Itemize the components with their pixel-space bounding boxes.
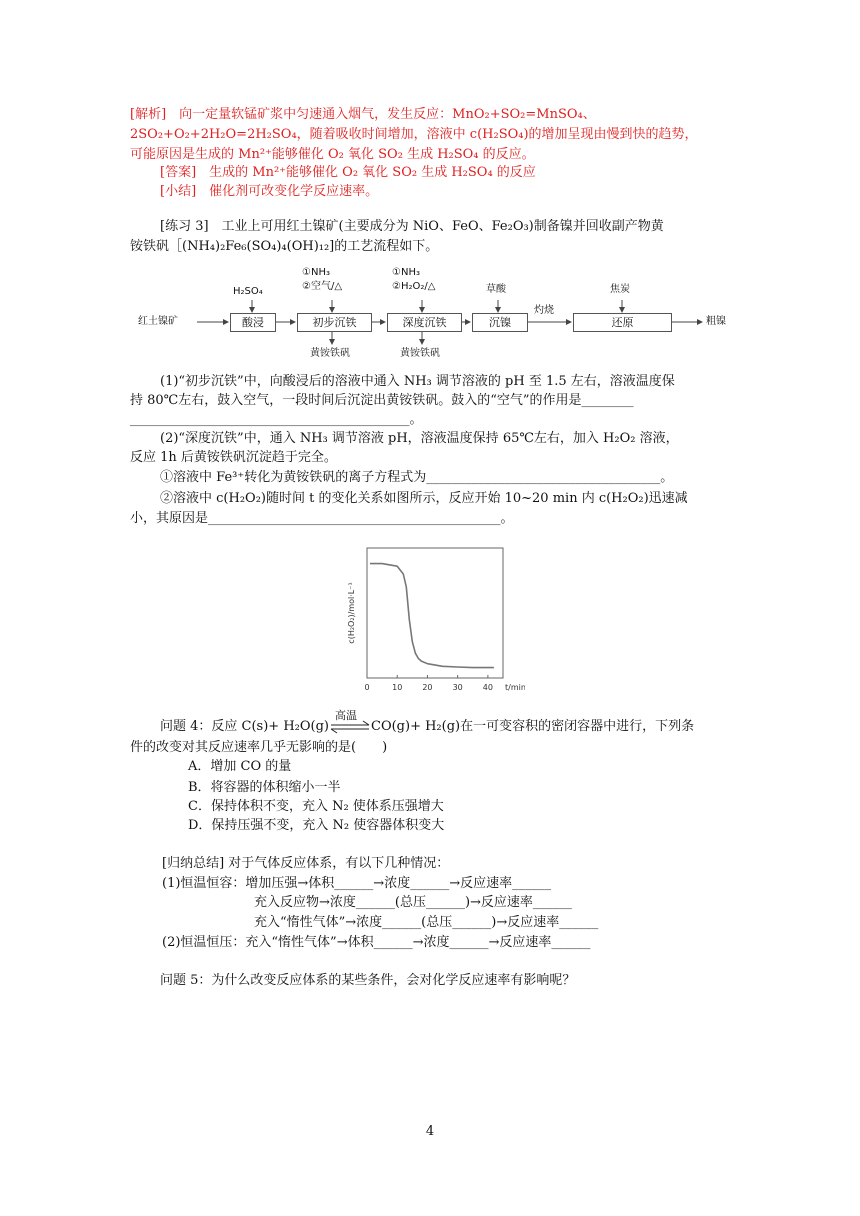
x-tick-label: 0 [364, 683, 370, 692]
analysis-line-3: 可能原因是生成的 Mn²⁺能够催化 O₂ 氧化 SO₂ 生成 H₂SO₄ 的反应。 [130, 147, 535, 162]
flow-box-acid-leach: 酸浸 [230, 313, 276, 332]
q1-line-2: 持 80℃左右，鼓入空气，一段时间后沉淀出黄铵铁矾。鼓入的“空气”的作用是________ [130, 393, 634, 408]
summary-line-4: (2)恒温恒压：充入“惰性气体”→体积______→浓度______→反应速率______ [162, 935, 591, 950]
q4-line-2: 件的改变对其反应速率几乎无影响的是( ) [130, 740, 388, 755]
answer-line: [答案] 生成的 Mn²⁺能够催化 O₂ 氧化 SO₂ 生成 H₂SO₄ 的反应 [160, 165, 536, 180]
exercise3-line-1: [练习 3] 工业上可用红土镍矿(主要成分为 NiO、FeO、Fe₂O₃)制备镍并回收副产物黄 [160, 219, 664, 234]
reagent-coke: 焦炭 [610, 284, 630, 295]
reagent-air: ②空气/△ [302, 281, 343, 292]
q2-sub1: ①溶液中 Fe³⁺转化为黄铵铁矾的离子方程式为____________________________________。 [160, 470, 674, 485]
q1-line-1: (1)“初步沉铁”中，向酸浸后的溶液中通入 NH₃ 调节溶液的 pH 至 1.5 左右，溶液温度保 [160, 374, 675, 389]
summary-line: [小结] 催化剂可改变化学反应速率。 [160, 184, 379, 199]
exercise3-line-2: 铵铁矾［(NH₄)₂Fe₆(SO₄)₄(OH)₁₂]的工艺流程如下。 [130, 239, 439, 254]
plot-frame [367, 548, 503, 678]
reagent-h2o2: ②H₂O₂/△ [392, 281, 436, 292]
equilibrium-arrows-icon [329, 718, 371, 736]
q4-products: CO(g)+ H₂(g)在一可变容积的密闭容器中进行，下列条 [371, 719, 695, 734]
analysis-line-1: [解析] 向一定量软锰矿浆中匀速通入烟气，发生反应：MnO₂+SO₂=MnSO₄、 [130, 107, 596, 122]
flow-box-deep-iron: 深度沉铁 [387, 313, 462, 332]
q4-option-b: B．将容器的体积缩小一半 [188, 780, 341, 795]
analysis-line-2: 2SO₂+O₂+2H₂O=2H₂SO₄，随着吸收时间增加，溶液中 c(H₂SO₄)的增加呈现由慢到快的趋势， [130, 127, 698, 142]
summary-line-2: 充入反应物→浓度______(总压______)→反应速率______ [254, 895, 572, 910]
x-tick-label: 30 [452, 683, 463, 692]
q2-sub2-line-2: 小，其原因是_____________________________________________。 [130, 511, 514, 526]
byproduct-label-1: 黄铵铁矾 [310, 348, 350, 359]
flow-start-label: 红土镍矿 [138, 316, 178, 327]
reagent-h2so4: H₂SO₄ [233, 286, 263, 297]
q4-option-a: A．增加 CO 的量 [188, 759, 292, 774]
chart-svg [345, 540, 525, 700]
summary-line-1: (1)恒温恒容：增加压强→体积______→浓度______→反应速率______ [162, 876, 552, 891]
flow-box-reduce: 还原 [573, 313, 672, 332]
q5-line: 问题 5：为什么改变反应体系的某些条件，会对化学反应速率有影响呢？ [160, 973, 576, 988]
x-tick-label: 10 [392, 683, 403, 692]
x-tick-label: 20 [422, 683, 433, 692]
flow-arrows [130, 262, 730, 362]
q4-equilibrium [329, 709, 371, 736]
reagent-nh3-2: ①NH₃ [392, 267, 420, 278]
q2-line-1: (2)“深度沉铁”中，通入 NH₃ 调节溶液 pH，溶液温度保持 65℃左右，加入 H₂O₂ 溶液， [160, 431, 679, 446]
q4-option-c: C．保持体积不变，充入 N₂ 使体系压强增大 [188, 799, 444, 814]
q4-condition: 高温 [335, 709, 357, 722]
q2-line-2: 反应 1h 后黄铵铁矾沉淀趋于完全。 [130, 450, 337, 465]
q1-line-3: ___________________________________________。 [130, 412, 423, 427]
x-axis-label: t/min [505, 683, 525, 692]
page-number: 4 [425, 1124, 435, 1139]
byproduct-label-2: 黄铵铁矾 [400, 348, 440, 359]
y-axis-label: c(H₂O₂)/mol·L⁻¹ [347, 582, 356, 644]
series-line [370, 564, 494, 668]
reagent-nh3-1: ①NH₃ [302, 267, 330, 278]
summary-line-3: 充入“惰性气体”→浓度______(总压______)→反应速率______ [254, 915, 599, 930]
flow-end-label: 粗镍 [706, 316, 726, 327]
process-flow-diagram [130, 262, 730, 362]
q2-sub2-line-1: ②溶液中 c(H₂O₂)随时间 t 的变化关系如图所示，反应开始 10~20 min 内 c(H₂O₂)迅速减 [160, 491, 688, 506]
q4-reactants: 问题 4：反应 C(s)+ H₂O(g) [160, 719, 329, 734]
h2o2-concentration-chart [345, 540, 525, 700]
summary-head: [归纳总结] 对于气体反应体系，有以下几种情况： [162, 856, 450, 871]
reagent-oxalic: 草酸 [486, 284, 506, 295]
q4-line-1 [160, 709, 760, 736]
flow-box-ni-precip: 沉镍 [472, 313, 528, 332]
q4-option-d: D．保持压强不变，充入 N₂ 使容器体积变大 [188, 818, 445, 833]
calcine-label: 灼烧 [534, 305, 554, 316]
x-tick-label: 40 [482, 683, 493, 692]
flow-box-initial-iron: 初步沉铁 [297, 313, 372, 332]
